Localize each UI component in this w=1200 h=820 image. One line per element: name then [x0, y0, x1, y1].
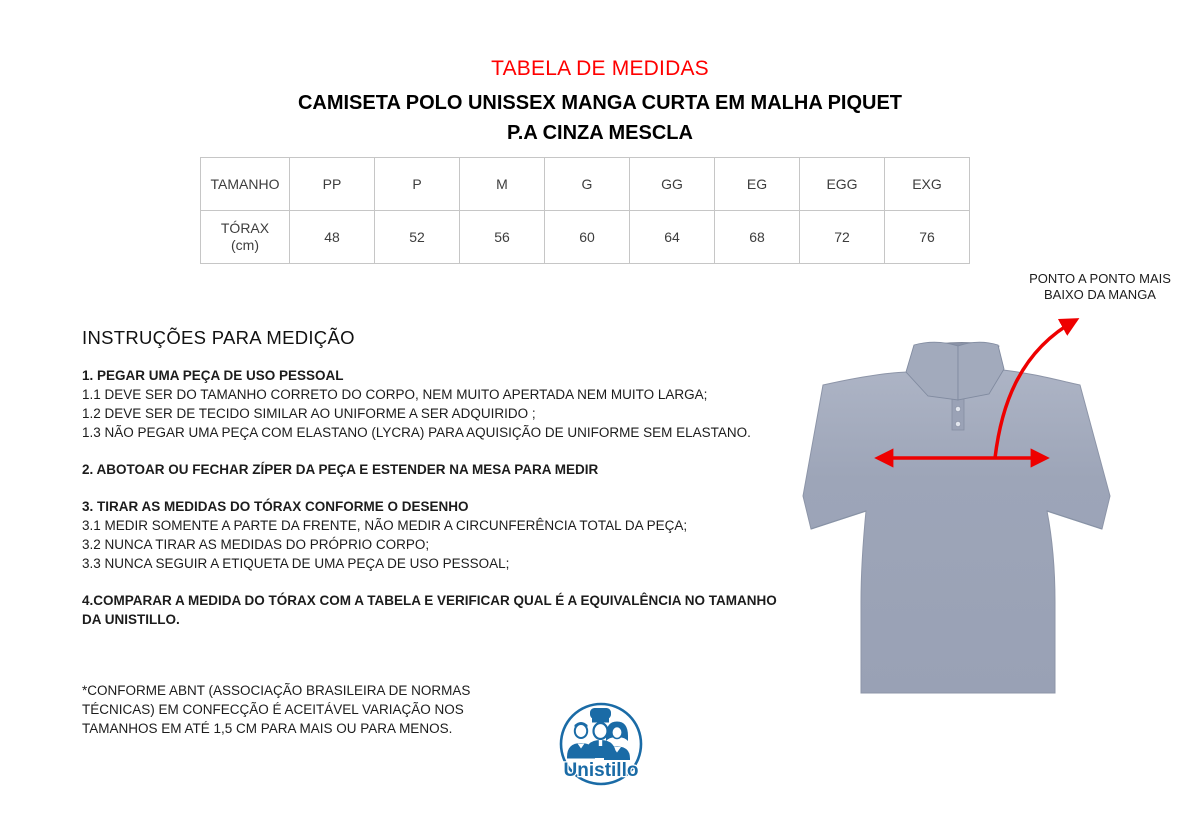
instruction-item: 1.3 NÃO PEGAR UMA PEÇA COM ELASTANO (LYCRA) PARA AQUISIÇÃO DE UNIFORME SEM ELASTANO.: [82, 425, 751, 440]
torax-value-cell: 68: [715, 211, 800, 264]
instruction-item: 3.2 NUNCA TIRAR AS MEDIDAS DO PRÓPRIO CORPO;: [82, 537, 430, 552]
instruction-section-1: [82, 366, 782, 442]
button: [955, 421, 960, 426]
instruction-section-title: 1. PEGAR UMA PEÇA DE USO PESSOAL: [82, 368, 344, 383]
unistillo-logo-graphic: [553, 700, 653, 797]
instruction-section-2: [82, 460, 782, 479]
size-table-corner-cell: TAMANHO: [201, 158, 290, 211]
unistillo-logo: [553, 700, 653, 797]
page-title: TABELA DE MEDIDAS: [491, 57, 709, 80]
instruction-section-title: 2. ABOTOAR OU FECHAR ZÍPER DA PEÇA E ESTENDER NA MESA PARA MEDIR: [82, 462, 599, 477]
measurement-instructions: [82, 327, 782, 738]
instruction-item: 1.1 DEVE SER DO TAMANHO CORRETO DO CORPO, NEM MUITO APERTADA NEM MUITO LARGA;: [82, 387, 708, 402]
torax-row-label: [201, 211, 290, 264]
footnote-line: TÉCNICAS) EM CONFECÇÃO É ACEITÁVEL VARIAÇÃO NOS: [82, 702, 464, 717]
torax-value-cell: 60: [545, 211, 630, 264]
torax-value-cell: 56: [460, 211, 545, 264]
instructions-heading: INSTRUÇÕES PARA MEDIÇÃO: [82, 327, 355, 348]
polo-shirt-illustration: [790, 300, 1170, 710]
instruction-item: 3.3 NUNCA SEGUIR A ETIQUETA DE UMA PEÇA DE USO PESSOAL;: [82, 556, 510, 571]
footnote-line: TAMANHOS EM ATÉ 1,5 CM PARA MAIS OU PARA MENOS.: [82, 721, 453, 736]
product-name: CAMISETA POLO UNISSEX MANGA CURTA EM MALHA PIQUET: [297, 92, 903, 114]
size-table: [200, 157, 970, 264]
instruction-section-4: [82, 591, 782, 629]
torax-label-line2: (cm): [231, 237, 259, 253]
polo-shirt-diagram: [790, 300, 1170, 710]
torax-value-cell: 76: [885, 211, 970, 264]
instruction-section-3: [82, 497, 782, 573]
size-header-cell: PP: [290, 158, 375, 211]
size-header-cell: P: [375, 158, 460, 211]
instruction-item: 1.2 DEVE SER DE TECIDO SIMILAR AO UNIFORME A SER ADQUIRIDO ;: [82, 406, 536, 421]
size-header-cell: EGG: [800, 158, 885, 211]
size-table-values-row: [201, 211, 970, 264]
annotation-line2: BAIXO DA MANGA: [1044, 287, 1156, 302]
torax-value-cell: 48: [290, 211, 375, 264]
torax-value-cell: 64: [630, 211, 715, 264]
instruction-section-title: 4.COMPARAR A MEDIDA DO TÓRAX COM A TABELA E VERIFICAR QUAL É A EQUIVALÊNCIA NO TAMANHO DA UNISTILLO.: [82, 593, 777, 627]
size-header-cell: EXG: [885, 158, 970, 211]
footnote-line: *CONFORME ABNT (ASSOCIAÇÃO BRASILEIRA DE NORMAS: [82, 683, 471, 698]
size-header-cell: EG: [715, 158, 800, 211]
abnt-footnote: [82, 681, 782, 738]
instruction-item: 3.1 MEDIR SOMENTE A PARTE DA FRENTE, NÃO MEDIR A CIRCUNFERÊNCIA TOTAL DA PEÇA;: [82, 518, 688, 533]
document-header: [0, 57, 1200, 148]
torax-value-cell: 52: [375, 211, 460, 264]
button: [955, 406, 960, 411]
torax-value-cell: 72: [800, 211, 885, 264]
size-header-cell: GG: [630, 158, 715, 211]
annotation-line1: PONTO A PONTO MAIS: [1029, 271, 1171, 286]
instruction-section-title: 3. TIRAR AS MEDIDAS DO TÓRAX CONFORME O DESENHO: [82, 499, 469, 514]
logo-brand-text: Unistillo: [563, 760, 639, 781]
torax-label-line1: TÓRAX: [220, 220, 270, 236]
size-header-cell: M: [460, 158, 545, 211]
size-header-cell: G: [545, 158, 630, 211]
size-table-header-row: [201, 158, 970, 211]
sleeve-point-annotation: [1015, 271, 1185, 303]
product-color-name: P.A CINZA MESCLA: [507, 122, 693, 144]
